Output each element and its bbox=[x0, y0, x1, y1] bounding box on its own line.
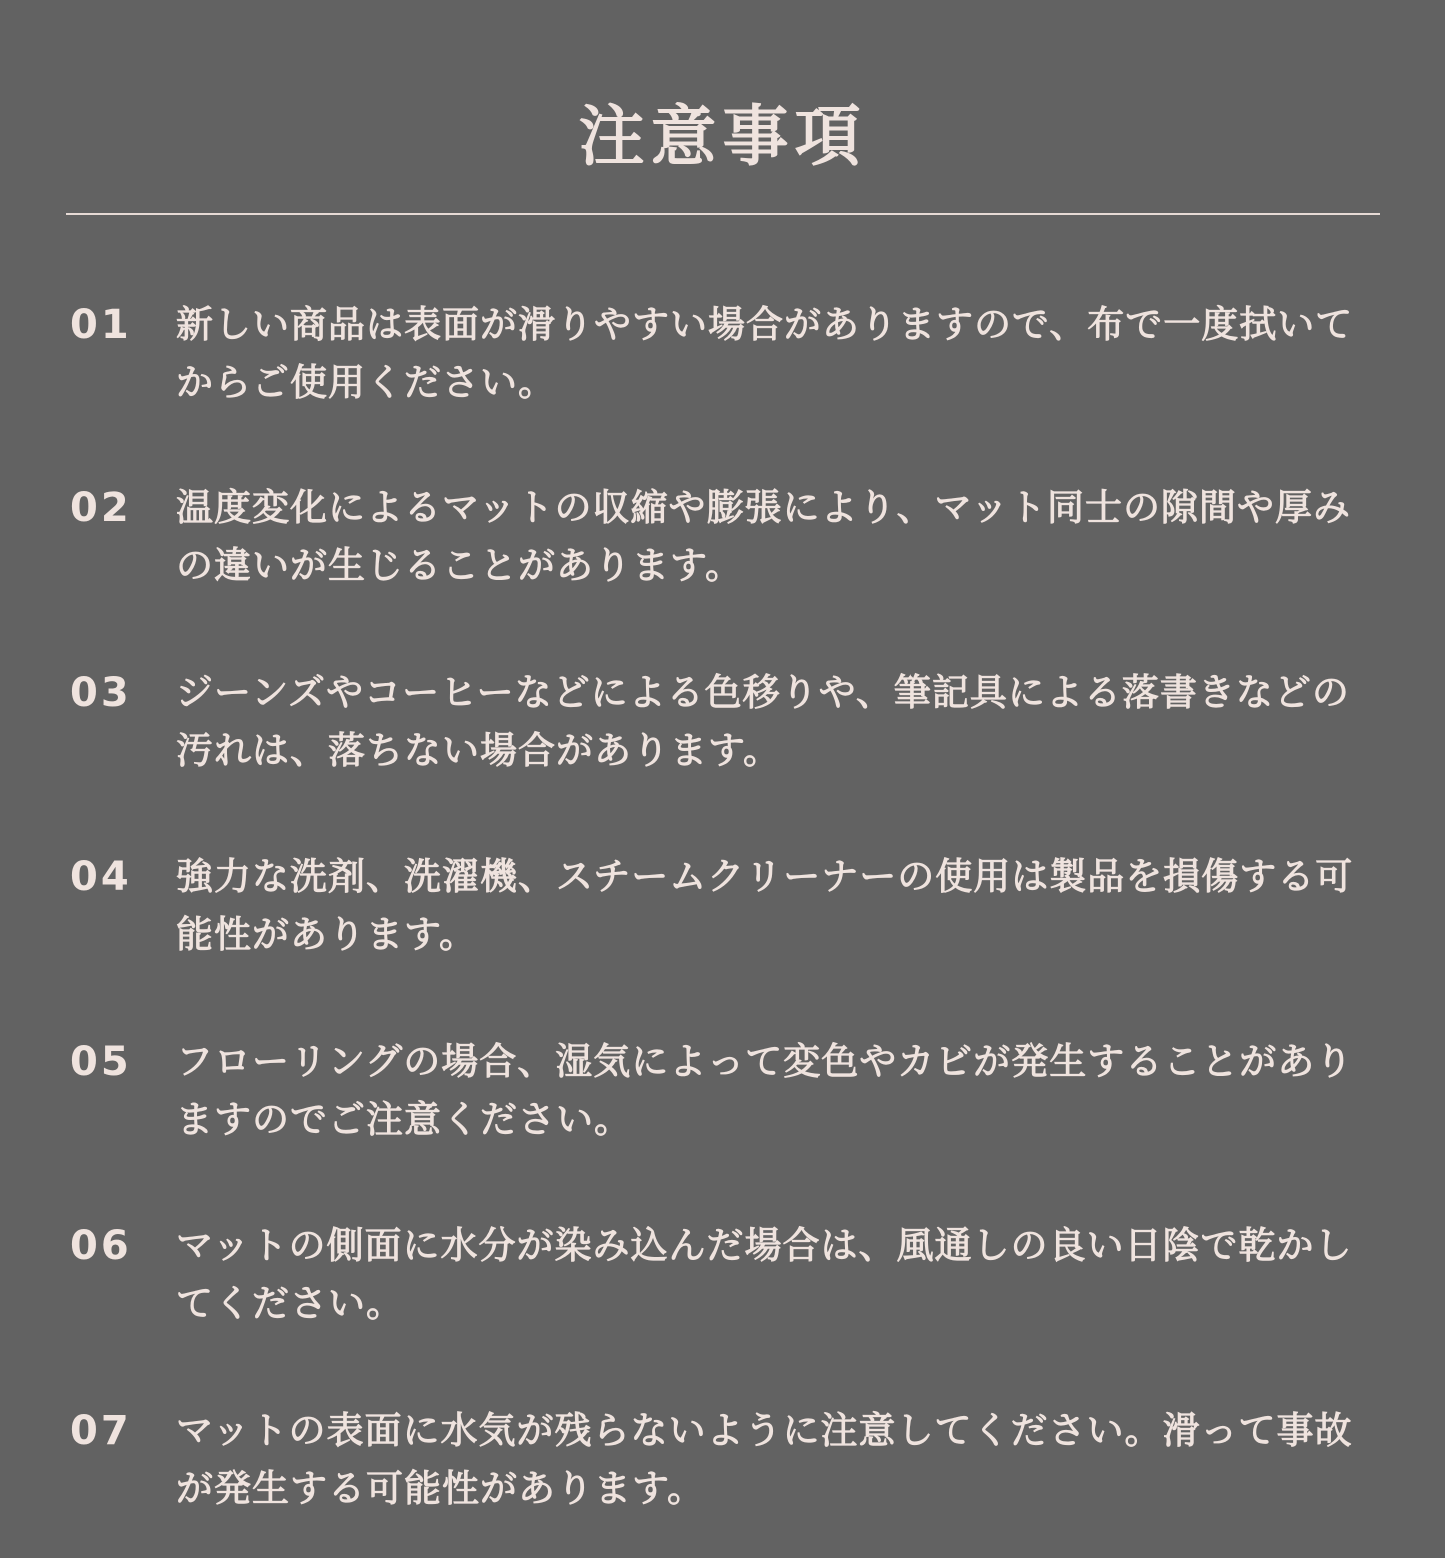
notice-item-04 bbox=[0, 848, 1445, 988]
notice-number: 02 bbox=[70, 485, 132, 531]
notice-text: 温度変化によるマットの収縮や膨張により、マット同士の隙間や厚みの違いが生じることがあります。 bbox=[176, 486, 1352, 587]
notice-item-01 bbox=[0, 296, 1445, 436]
notice-text: 強力な洗剤、洗濯機、スチームクリーナーの使用は製品を損傷する可能性があります。 bbox=[176, 855, 1354, 956]
page-title: 注意事項 bbox=[578, 98, 867, 175]
notice-text: フローリングの場合、湿気によって変色やカビが発生することがありますのでご注意ください。 bbox=[176, 1040, 1354, 1141]
notice-number: 03 bbox=[70, 670, 132, 716]
notice-item-05 bbox=[0, 1033, 1445, 1173]
notice-number: 01 bbox=[70, 302, 132, 348]
title-divider bbox=[66, 213, 1380, 215]
notice-text: ジーンズやコーヒーなどによる色移りや、筆記具による落書きなどの汚れは、落ちない場合があります。 bbox=[176, 671, 1350, 772]
notice-number: 07 bbox=[70, 1408, 132, 1454]
notice-item-07 bbox=[0, 1402, 1445, 1542]
notice-number: 06 bbox=[70, 1223, 132, 1269]
notice-item-03 bbox=[0, 664, 1445, 804]
notice-text: 新しい商品は表面が滑りやすい場合がありますので、布で一度拭いてからご使用ください。 bbox=[176, 303, 1354, 404]
notice-item-02 bbox=[0, 479, 1445, 619]
notice-item-06 bbox=[0, 1217, 1445, 1357]
notice-number: 04 bbox=[70, 854, 132, 900]
notice-number: 05 bbox=[70, 1039, 132, 1085]
notice-text: マットの側面に水分が染み込んだ場合は、風通しの良い日陰で乾かしてください。 bbox=[176, 1224, 1353, 1325]
notice-text: マットの表面に水気が残らないように注意してください。滑って事故が発生する可能性があります。 bbox=[176, 1409, 1353, 1510]
